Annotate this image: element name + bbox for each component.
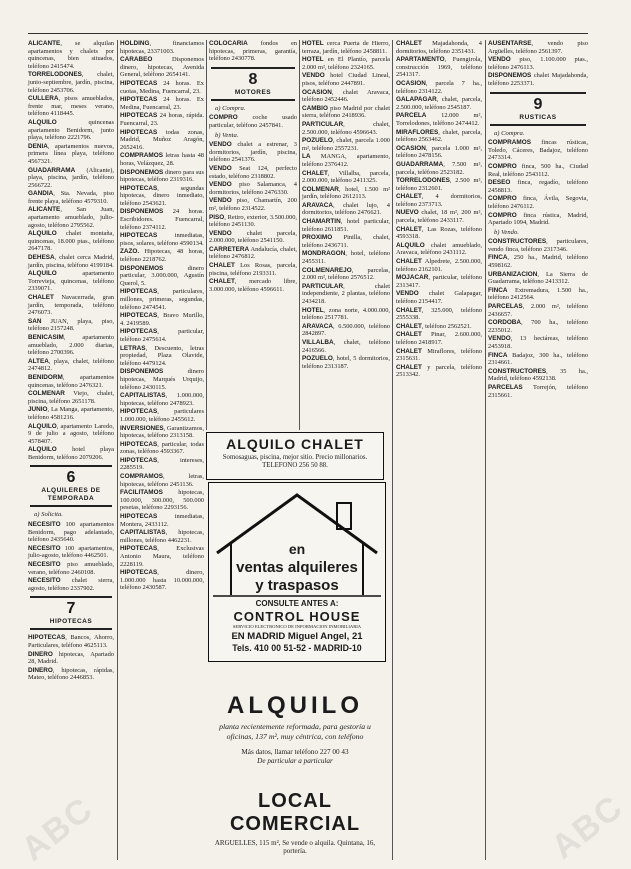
classified-entry: OCASION, parcela 1.000 m², teléfono 2478156. [396,144,482,160]
classified-entry: COMPRAMOS, letras, hipotecas, teléfono 2451136. [120,473,204,488]
classified-entry: NECESITO 100 apartamentos, julio-agosto, teléfono 4462501. [28,544,114,560]
classified-entry: DENIA, apartamentos nuevos, primera línea playa, teléfono 4567321. [28,142,114,165]
classified-entry: OCASION, chalet Aravaca, teléfono 2452446. [302,88,390,104]
classified-entry: HIPOTECAS, particular, todas zonas, teléfono 4593367. [120,440,204,456]
subsection-label: a) Solicita. [34,511,63,519]
classified-entry: ALQUILO hotel playa Benidorm, teléfono 2079206. [28,446,114,461]
classified-entry: COMPRO coche usado particular, teléfono 2457841. [209,114,297,129]
classified-entry: VENDO Seat 124, perfecto estado, teléfono 2318802. [209,164,297,180]
section-7-header [30,596,112,630]
ad-description: Somosaguas, piscina, mejor sitio. Precio millonarios. TELEFONO 256 50 88. [222,454,368,469]
section-8-header [211,67,295,101]
classified-entry: GUADARRAMA, 7.500 m², parcela, teléfono 2523182. [396,160,482,176]
classified-entry: PARCELA 12.000 m², Torrelodones, teléfono 2474412. [396,112,482,127]
classified-entry: CHALET Pinar, 2.600.000, teléfono 2418917. [396,331,482,346]
section-label: HIPOTECAS [49,618,93,626]
classified-entry: ALQUILO chalet montaña, quincenas, 18.000 ptas., teléfono 2647178. [28,230,114,253]
classified-entry: VENDO, 13 hectáreas, teléfono 2453918. [488,335,588,350]
column-rule [485,40,486,860]
classified-entry: DISPONEMOS chalet Majadahonda, teléfono 2253371. [488,72,588,87]
subsection-label: a) Compra. [494,129,525,137]
ad-address: EN MADRID Miguel Angel, 21 [231,631,363,642]
classified-entry: CONSTRUCTORES, particulares, vendo finca, teléfono 2317346. [488,238,588,253]
classified-entry: CHALET, 325.000, teléfono 2555338. [396,306,482,322]
column-3 [209,40,297,430]
classified-entry: HIPOTECAS, particular, teléfono 2475614. [120,328,204,343]
classified-entry: APARTAMENTO, Fuengirola, construcción 1969, teléfono 2541317. [396,56,482,79]
ad-description: ARGUELLES, 115 m², Se vende o alquila. Quintana, 16, portería. [214,839,376,855]
section-number: 9 [533,95,543,113]
classified-entry: TORRELODONES, 2.500 m², teléfono 2312601. [396,177,482,192]
ad-title: ALQUILO [227,692,363,719]
classified-entry: ZAZO. Hipotecas, 48 horas, teléfono 2218762. [120,248,204,264]
column-2 [120,40,204,860]
classified-entry: CHALET Majadahonda, 4 dormitorios, teléfono 2351431. [396,40,482,55]
classified-entry: CARRETERA Andalucía, chalet, teléfono 2476812. [209,245,297,261]
column-4 [302,40,390,430]
classified-entry: CULLERA, pisos amueblados, frente mar, meses verano, teléfono 4118445. [28,95,114,118]
classified-entry: PARTICULAR, chalet independiente, 2 plantas, teléfono 2434218. [302,282,390,305]
section-number: 6 [66,469,76,487]
classified-entry: HOTEL, zona norte, 4.000.000, teléfono 2517781. [302,306,390,322]
classified-entry: OCASION, parcela 7 ha., teléfono 2314122. [396,79,482,95]
classified-entry: CHAMARTIN, hotel particular, teléfono 2611851. [302,218,390,233]
classified-entry: COMPRO finca, Ávila, Segovia, teléfono 2476112. [488,195,588,210]
classified-entry: AUSENTARSE, vendo piso Argüelles, teléfono 2561397. [488,40,588,55]
classified-entry: HIPOTECAS 24 horas. Ex Medina, Fuencarral, 23. [120,96,204,111]
section-6-header [30,465,112,507]
classified-entry: COLMENAR, hotel, 1.500 m² jardín, teléfono 2612113. [302,185,390,201]
header-rule [28,33,588,34]
classified-entry: SAN JUAN, playa, piso, teléfono 2157248. [28,317,114,333]
classified-entry: HOTEL en El Plantío, parcela 2.000 m², teléfono 2324165. [302,56,390,71]
classified-entry: VENDO chalet a estrenar, 3 dormitorios, jardín, piscina, teléfono 2541376. [209,141,297,164]
classified-entry: CHALET, Las Rozas, teléfono 4593318. [396,225,482,241]
ad-service-line: SERVICIO ELECTRONICO DE INFORMACION INMOBILIARIA [232,624,362,629]
classified-entry: PISO, Retiro, exterior, 3.500.000, teléfono 2451130. [209,213,297,229]
column-rule [206,40,207,430]
classified-entry: DINERO hipotecas, Apartado 28, Madrid. [28,650,114,666]
classified-entry: ARAVACA, 6.500.000, teléfono 2842897. [302,322,390,338]
classified-entry: MIRAFLORES, chalet, parcela, teléfono 2563462. [396,128,482,144]
classified-entry: ALQUILO chalet amueblado, Aravaca, teléfono 2431112. [396,241,482,257]
classified-entry: DISPONEMOS dinero para sus hipotecas, teléfono 2319316. [120,168,204,184]
column-5 [396,40,482,860]
classified-entry: HIPOTECAS, particulares, millones, primeras, segundas, teléfono 2474541. [120,288,204,311]
classified-entry: CHALET, teléfono 2562521. [396,322,472,330]
classified-entry: BENIDORM, apartamentos quincenas, teléfono 2476321. [28,373,114,389]
ad-contact: Más datos, llamar teléfono 227 00 43 [241,748,349,756]
classified-entry: HOLDING, financiamos hipotecas, 23371003. [120,40,204,55]
office-rental-ad [205,692,385,784]
classified-entry: MOJACAR, particular, teléfono 2313417. [396,274,482,289]
ad-consult: CONSULTE ANTES A: [255,599,339,608]
classified-entry: CHALET y parcela, teléfono 2513342. [396,363,482,379]
chalet-rental-ad [206,432,384,480]
ad-particular: De particular a particular [257,757,333,765]
classified-entry: HIPOTECAS inmediatas, pisos, solares, teléfono 4590134. [120,232,204,247]
classified-entry: HIPOTECAS, Bancos, Ahorro, Particulares, teléfono 4625113. [28,634,114,649]
classified-entry: COMPRAMOS fincas rústicas, Toledo, Cáceres, Badajoz, teléfono 2473314. [488,139,588,162]
subsection-label: a) Compra. [215,104,246,112]
classified-entry: VILLALBA, chalet, teléfono 2416566. [302,338,390,354]
classified-entry: COLOCARIA fondos en hipotecas, primeras, garantía, teléfono 2430778. [209,40,297,63]
column-rule [299,40,300,430]
classified-entry: CARABEO Disponemos dinero, hipotecas, Avenida General, teléfono 2654141. [120,56,204,79]
classified-entry: ALICANTE, se alquilan apartamentos y chalets por quincenas, bien situados, teléfono 2415474. [28,40,114,70]
classified-entry: HIPOTECAS 24 horas. Ex cuotas, Medina, Fuencarral, 23. [120,79,204,95]
classified-entry: CAPITALISTAS, hipotecas, millones, teléfono 4462231. [120,529,204,544]
classified-entry: NUEVO chalet, 18 m², 200 m², parcela, teléfono 2433117. [396,209,482,225]
classified-entry: ALQUILO apartamento Torrevieja, quincenas, teléfono 2339071. [28,270,114,293]
classified-entry: DISPONEMOS dinero hipotecas, Marqués Urquijo, teléfono 2430115. [120,368,204,391]
section-9-header [490,92,586,126]
section-label: MOTORES [234,88,272,96]
classified-entry: VENDO piso, Chamartín, 200 m², teléfono 2314522. [209,197,297,212]
classified-entry: CORDOBA, 700 ha., teléfono 2235012. [488,319,588,334]
classified-entry: FACILITAMOS hipotecas, 100.000, 300.000, 500.000 pesetas, teléfono 2293156. [120,489,204,512]
classified-entry: HIPOTECAS, segundas hipotecas, dinero inmediato, teléfono 2543621. [120,184,204,207]
column-1 [28,40,114,860]
classified-entry: CHALET, mercado libre, 3.000.000, teléfono 4596611. [209,278,297,293]
classified-entry: VENDO piso, 1.100.000 ptas., teléfono 2476113. [488,56,588,71]
watermark: ABC [14,789,101,869]
classified-entry: HOTEL cerca Puerta de Hierro, terraza, jardín, teléfono 2458811. [302,40,390,55]
subsection-label: b) Vendo. [494,228,519,236]
classified-entry: GANDIA, Sta. Nevada, piso frente playa, teléfono 4579310. [28,190,114,205]
classified-entry: ALICANTE, San Juan, apartamento amueblado, julio-agosto, teléfono 2795562. [28,206,114,229]
classified-entry: LETRAS, Descuento, letras propiedad, Plaza Olavide, teléfono 4479124. [120,344,204,367]
classified-entry: NECESITO chalet sierra, agosto, teléfono 2337902. [28,577,114,592]
classified-entry: HIPOTECAS, Bravo Murillo, 4. 2419589. [120,312,204,327]
classified-entry: CAMBIO piso Madrid por chalet sierra, teléfono 2418936. [302,104,390,120]
classified-entry: CHALET Alpedrete, 2.500.000, teléfono 2162101. [396,258,482,273]
classified-entry: CHALET, Villalba, parcela, 2.000.000, teléfono 2411325. [302,169,390,185]
classified-entry: NECESITO 100 apartamentos Benidorm, pago adelantado, teléfono 2435640. [28,521,114,544]
column-6 [488,40,588,860]
column-rule [392,40,393,860]
classified-entry: VENDO hotel Ciudad Lineal, pisos, teléfono 2447891. [302,72,390,87]
classified-entry: HIPOTECAS, dinero, 1.000.000 hasta 10.000.000, teléfono 2430587. [120,569,204,592]
classified-entry: HIPOTECAS, Exclusivas Antonio Maura, teléfono 2228119. [120,545,204,568]
classified-entry: MONDRAGON, hotel, teléfono 2455311. [302,250,390,266]
classified-entry: ALQUILO, apartamento Laredo, 9 de julio a agosto, teléfono 4578407. [28,422,114,445]
section-label: ALQUILERES DE TEMPORADA [41,487,101,503]
classified-entry: PARCELAS Torrejón, teléfono 2315661. [488,383,588,399]
classified-entry: ARAVACA, chalet lujo, 4 dormitorios, teléfono 2476621. [302,201,390,217]
classified-entry: COMPRO finca, 500 ha., Ciudad Real, teléfono 2543112. [488,162,588,178]
classified-entry: TORRELODONES, chalet, junio-septiembre, jardín, piscina, teléfono 2453706. [28,71,114,94]
classified-entry: POZUELO, hotel, 5 dormitorios, teléfono 2313187. [302,355,390,370]
classified-entry: FINCA Badajoz, 300 ha., teléfono 2314661. [488,351,588,367]
ad-title: ALQUILO CHALET [226,436,364,452]
classified-entry: FINCA Extremadura, 1.500 ha., teléfono 2412564. [488,286,588,302]
ad-description: planta recientemente reformada, para gestoría u oficinas, 137 m², muy céntrica, con teléfono [219,722,371,741]
control-house-ad [208,482,386,662]
classified-entry: CONSTRUCTORES, 35 ha., Madrid, teléfono 4592138. [488,367,588,383]
classified-entry: COMPRAMOS letras hasta 48 horas, Velázquez, 28. [120,152,204,167]
classified-entry: COLMENAREJO, parcelas, 2.000 m², teléfono 2576512. [302,266,390,282]
classified-entry: CHALET Los Rosas, parcela, piscina, teléfono 2193311. [209,262,297,277]
classified-entry: HIPOTECAS inmediatas, Montera, 2433112. [120,513,204,528]
classified-entry: DESEO finca, regadío, teléfono 2458813. [488,179,588,194]
classified-entry: VENDO piso Salamanca, 4 dormitorios, teléfono 2476330. [209,181,297,196]
classified-entry: FINCA, 250 ha., Madrid, teléfono 4598162. [488,254,588,270]
classified-entry: INVERSIONES, Garantizamos, hipotecas, teléfono 2313158. [120,424,204,440]
classified-entry: POZUELO, chalet, parcela 1.000 m², teléfono 2557231. [302,137,390,152]
ad-line-traspasos: y traspasos [255,577,339,594]
classified-entry: DEHESA, chalet cerca Madrid, jardín, piscina, teléfono 4199184. [28,254,114,269]
section-label: RUSTICAS [519,113,557,121]
classified-entry: HIPOTECAS 24 horas, rápida. Fuencarral, 23. [120,112,204,127]
ad-title: LOCAL COMERCIAL [229,790,361,835]
watermark: ABC [544,787,631,867]
classified-entry: CHALET Miraflores, teléfono 2315631. [396,347,482,363]
ad-phones: Tels. 410 00 51-52 - MADRID-10 [232,643,362,653]
classified-entry: VENDO chalet parcela, 2.000.000, teléfono 2541150. [209,229,297,245]
classified-entry: HIPOTECAS, particulares 1.000.000, teléfono 2455612. [120,408,204,423]
classified-entry: CHALET, 4 dormitorios, teléfono 2373713. [396,193,482,208]
classified-entry: DISPONEMOS 24 horas. Escribidores. Fuencarral, teléfono 2374112. [120,208,204,231]
classified-entry: GALAPAGAR, chalet, parcela, 2.500.000, teléfono 2545187. [396,96,482,111]
classified-entry: GUADARRAMA (Alicante), playa, piscina, jardín, teléfono 2566722. [28,166,114,189]
ad-brand: CONTROL HOUSE [233,609,361,624]
classified-entry: HIPOTECAS, intereses, 2285519. [120,456,204,472]
classified-entry: NECESITO piso amueblado, verano, teléfono 2460108. [28,561,114,576]
classified-entry: URBANIZACION, La Sierra de Guadarrama, teléfono 2413312. [488,270,588,286]
classified-entry: COMPRO finca rústica, Madrid, Apartado 1094, Madrid. [488,211,588,227]
subsection-label: b) Venta. [215,131,239,139]
classified-entry: DISPONEMOS dinero particular, 3.000.000, Agustín Querol, 5. [120,264,204,287]
classified-entry: HIPOTECAS todas zonas, Madrid, Muñoz Aragón, 2652416. [120,128,204,151]
classified-entry: PARCELAS, 2.000 m², teléfono 2436657. [488,303,588,318]
classified-entry: CHALET Navacerrada, gran jardín, temporada, teléfono 2476073. [28,294,114,317]
classified-entry: CAPITALISTAS, 1.000.000, hipotecas, teléfono 2478923. [120,392,204,407]
commercial-premises-ad [205,790,385,855]
classified-entry: COLMENAR Viejo, chalet, piscina, teléfono 2651178. [28,390,114,405]
classified-entry: BENICASIM, apartamento amueblado, 2.000 diarias, teléfono 2700396. [28,333,114,357]
section-number: 7 [66,600,76,618]
ad-line-ventas: ventas alquileres [236,559,358,576]
classified-entry: JUNIO, La Manga, apartamento, teléfono 4581216. [28,406,114,421]
classified-entry: VENDO chalet Galapagar, teléfono 2154417. [396,290,482,305]
classified-entry: ALTEA, playa, chalet, teléfono 2474812. [28,357,114,373]
section-number: 8 [248,70,258,88]
classified-entry: DINERO, hipotecas, rápidas, Mateo, teléfono 2446853. [28,666,114,682]
column-rule [117,40,118,860]
classified-entry: LA MANGA, apartamento, teléfono 2376412. [302,153,390,168]
ad-line-en: en [288,541,306,557]
classified-entry: PROXIMO Pinilla, chalet, teléfono 2436711. [302,234,390,249]
classified-entry: PARTICULAR, chalet, 2.500.000, teléfono 4596643. [302,120,390,136]
classified-entry: ALQUILO quincenas apartamento Benidorm, junto playa, teléfono 2221796. [28,118,114,142]
